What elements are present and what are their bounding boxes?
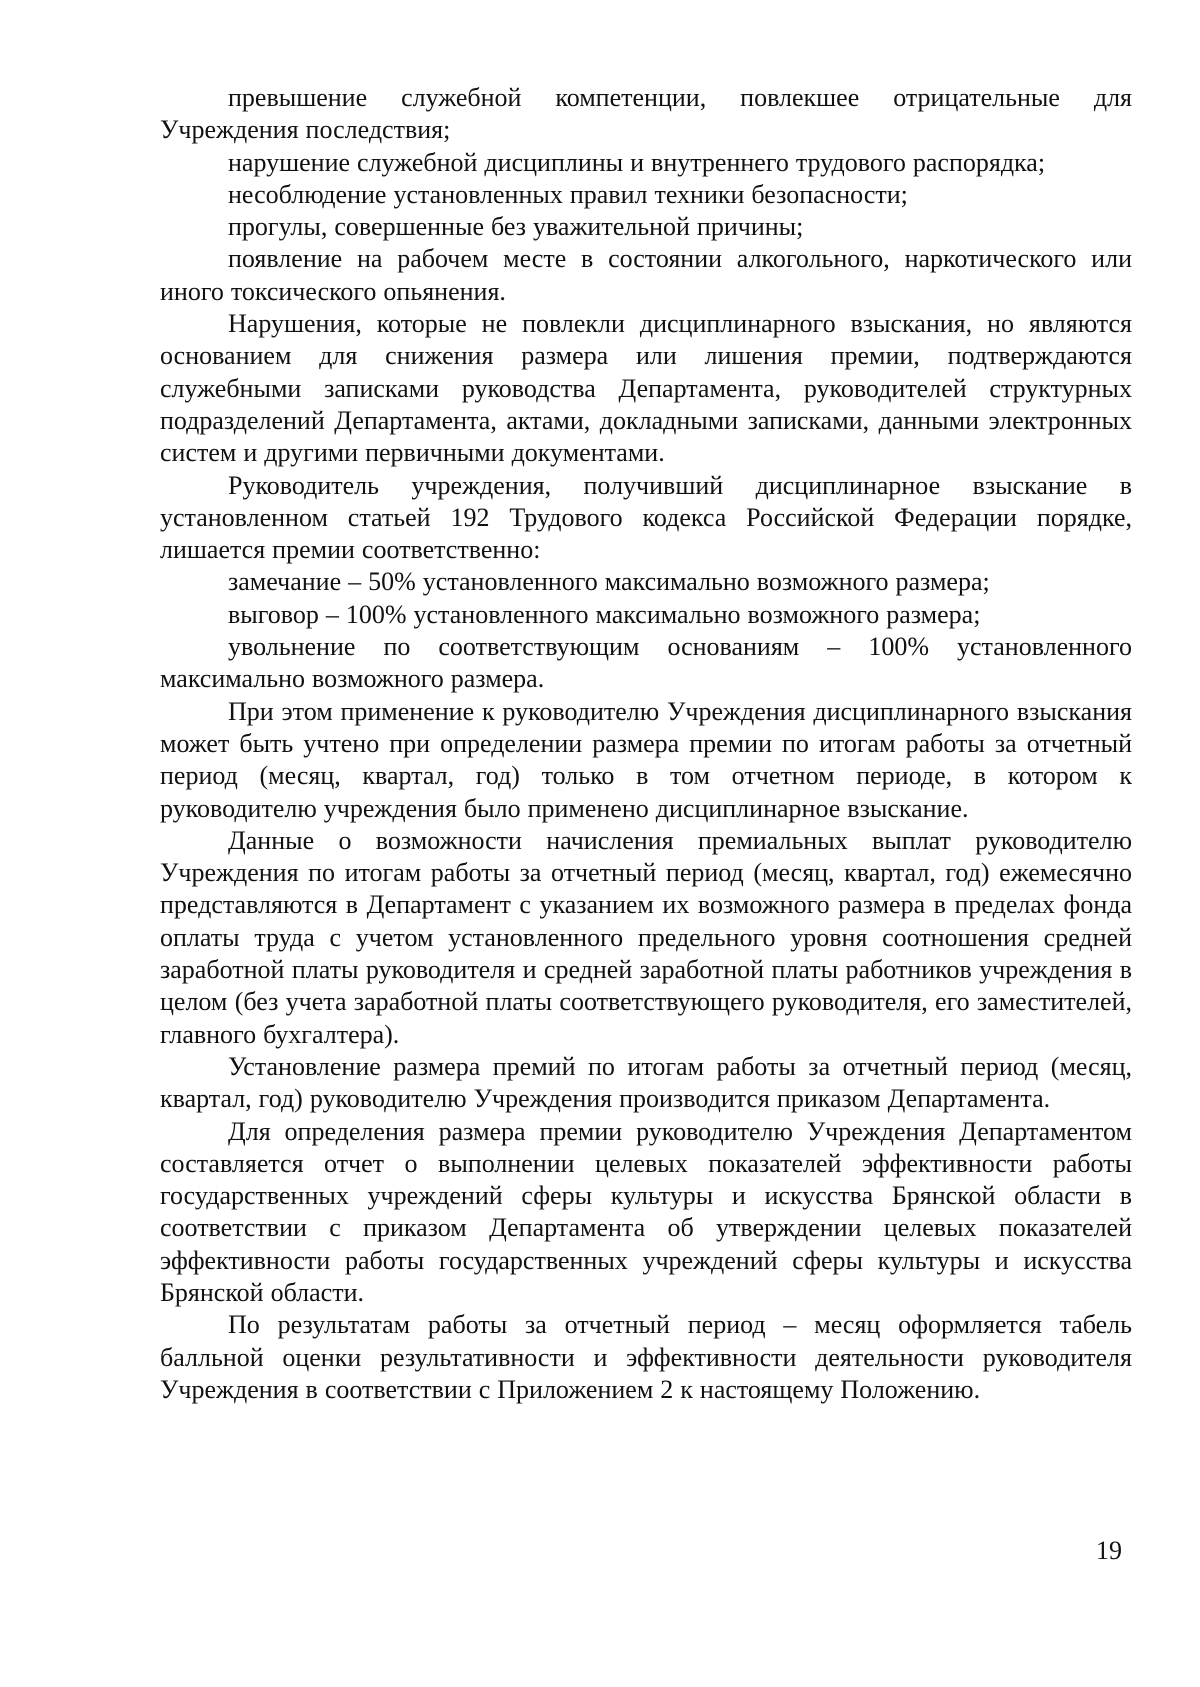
- paragraph-1: превышение служебной компетенции, повлекшее отрицательные для Учреждения последствия;: [160, 83, 1132, 145]
- paragraph-5: появление на рабочем месте в состоянии алкогольного, наркотического или иного токсического опьянения.: [160, 244, 1132, 306]
- paragraph-11: При этом применение к руководителю Учреждения дисциплинарного взыскания может быть учтено при определении размера премии по итогам работы за отчетный период (месяц, квартал, год) только в том отчетном периоде, в котором к руководителю учреждения было применено дисциплинарное взыскание.: [160, 696, 1132, 823]
- document-body: [160, 82, 1132, 1406]
- page-number: 19: [1096, 1536, 1122, 1565]
- paragraph-15: По результатам работы за отчетный период – месяц оформляется табель балльной оценки результативности и эффективности деятельности руководителя Учреждения в соответствии с Приложением 2 к настоящему Положению.: [160, 1310, 1132, 1404]
- paragraph-7: Руководитель учреждения, получивший дисциплинарное взыскание в установленном статьей 192 Трудового кодекса Российской Федерации порядке, лишается премии соответственно:: [160, 470, 1132, 565]
- paragraph-6: Нарушения, которые не повлекли дисциплинарного взыскания, но являются основанием для снижения размера или лишения премии, подтверждаются служебными записками руководства Департамента, руководителей структурных подразделений Департамента, актами, докладными записками, данными электронных систем и другими первичными документами.: [160, 309, 1132, 468]
- paragraph-4: прогулы, совершенные без уважительной причины;: [228, 212, 804, 242]
- paragraph-2: нарушение служебной дисциплины и внутреннего трудового распорядка;: [228, 147, 1046, 177]
- paragraph-8: замечание – 50% установленного максимально возможного размера;: [228, 567, 990, 597]
- paragraph-9: выговор – 100% установленного максимально возможного размера;: [228, 599, 981, 629]
- paragraph-3: несоблюдение установленных правил техники безопасности;: [228, 179, 908, 209]
- paragraph-14: Для определения размера премии руководителю Учреждения Департаментом составляется отчет о выполнении целевых показателей эффективности работы государственных учреждений сферы культуры и искусства Брянской области в соответствии с приказом Департамента об утверждении целевых показателей эффективности работы государственных учреждений сферы культуры и искусства Брянской области.: [160, 1116, 1132, 1307]
- paragraph-12: Данные о возможности начисления премиальных выплат руководителю Учреждения по итогам работы за отчетный период (месяц, квартал, год) ежемесячно представляются в Департамент с указанием их возможного размера в пределах фонда оплаты труда с учетом установленного предельного уровня соотношения средней заработной платы руководителя и средней заработной платы работников учреждения в целом (без учета заработной платы соответствующего руководителя, его заместителей, главного бухгалтера).: [160, 825, 1132, 1049]
- paragraph-10: увольнение по соответствующим основаниям – 100% установленного максимально возможного размера.: [160, 632, 1132, 694]
- paragraph-13: Установление размера премий по итогам работы за отчетный период (месяц, квартал, год) руководителю Учреждения производится приказом Департамента.: [160, 1051, 1132, 1114]
